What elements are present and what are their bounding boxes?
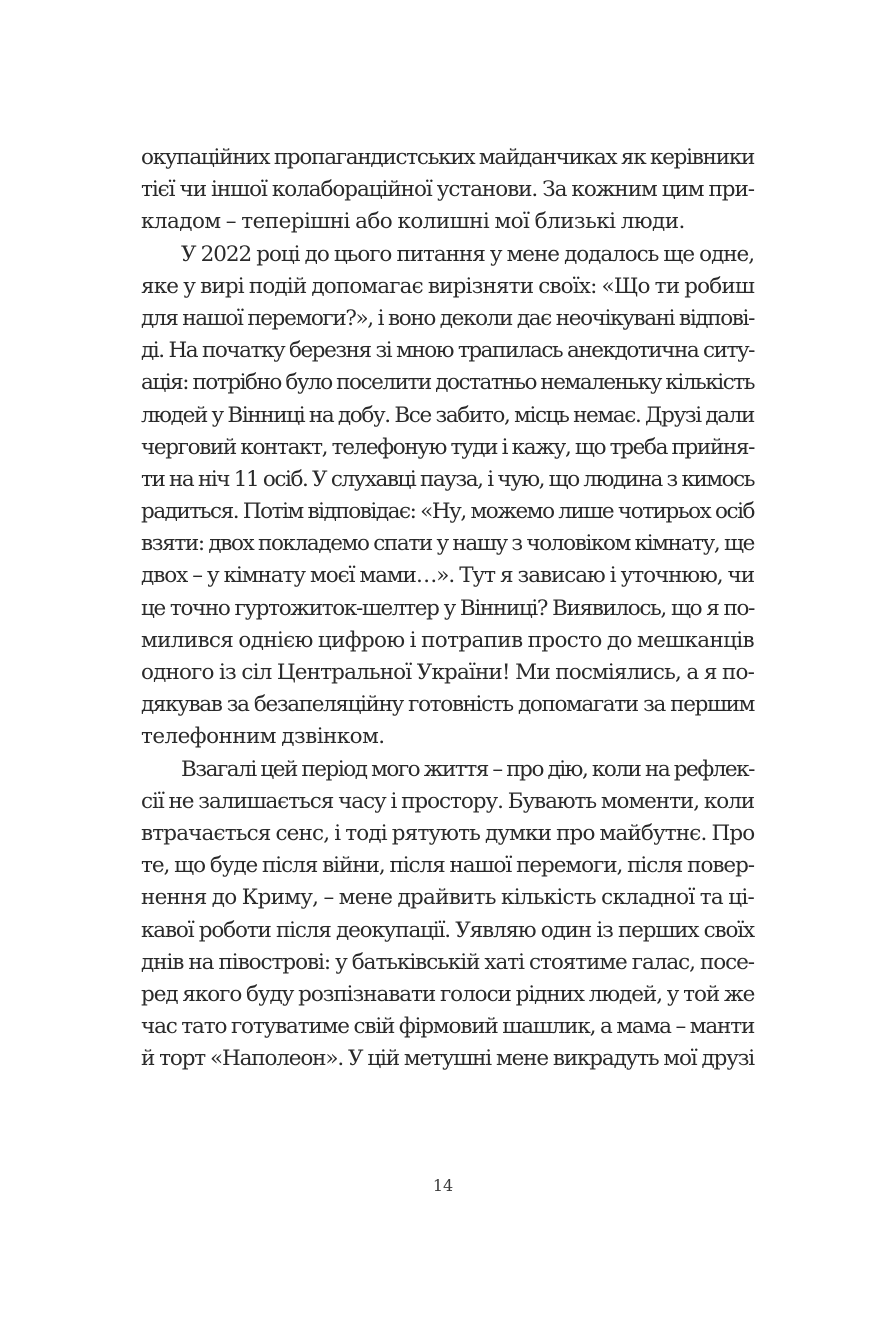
text-line: взяти: двох покладемо спати у нашу з чоловіком кімнату, ще bbox=[141, 531, 754, 557]
text-line: дякував за безапеляційну готовність допомагати за першим bbox=[141, 692, 754, 718]
text-line: милився однією цифрою і потрапив просто до мешканців bbox=[141, 627, 754, 653]
text-line: днів на півострові: у батьківській хаті стоятиме галас, посе- bbox=[141, 949, 754, 975]
text-line: кладом – теперішні або колишні мої близькі люди. bbox=[141, 209, 685, 235]
text-line: черговий контакт, телефоную туди і кажу, що треба прийня- bbox=[141, 434, 754, 460]
text-line: радиться. Потім відповідає: «Ну, можемо лише чотирьох осіб bbox=[141, 499, 754, 525]
body-text bbox=[141, 142, 754, 1075]
text-line: Взагалі цей період мого життя – про дію, коли на рефлек- bbox=[181, 756, 754, 782]
page-number: 14 bbox=[432, 1176, 454, 1195]
text-line: це точно гуртожиток-шелтер у Вінниці? Виявилось, що я по- bbox=[141, 595, 754, 621]
text-line: час тато готуватиме свій фірмовий шашлик, а мама – манти bbox=[141, 1014, 755, 1040]
text-line: ді. На початку березня зі мною трапилась анекдотична ситу- bbox=[141, 338, 754, 364]
text-line: втрачається сенс, і тоді рятують думки про майбутнє. Про bbox=[141, 820, 755, 846]
text-line: людей у Вінниці на добу. Все забито, місць немає. Друзі дали bbox=[141, 402, 754, 428]
text-line: двох – у кімнату моєї мами…». Тут я зависаю і уточнюю, чи bbox=[141, 563, 754, 589]
text-line: телефонним дзвінком. bbox=[141, 724, 385, 750]
text-line: ація: потрібно було поселити достатньо немаленьку кількість bbox=[141, 370, 754, 396]
text-line: У 2022 році до цього питання у мене додалось ще одне, bbox=[181, 241, 754, 267]
text-line: те, що буде після війни, після нашої перемоги, після повер- bbox=[141, 853, 754, 879]
text-line: й торт «Наполеон». У цій метушні мене викрадуть мої друзі bbox=[141, 1046, 754, 1072]
text-line: сії не залишається часу і простору. Бувають моменти, коли bbox=[141, 788, 754, 814]
text-line: окупаційних пропагандистських майданчиках як керівники bbox=[141, 145, 755, 170]
text-line: нення до Криму, – мене драйвить кількість складної та ці- bbox=[141, 885, 754, 911]
text-line: ти на ніч 11 осіб. У слухавці пауза, і чую, що людина з кимось bbox=[141, 466, 754, 492]
text-line: ред якого буду розпізнавати голоси рідних людей, у той же bbox=[141, 981, 755, 1007]
text-line: одного із сіл Центральної України! Ми посміялись, а я по- bbox=[141, 660, 754, 685]
text-line: яке у вирі подій допомагає вирізняти своїх: «Що ти робиш bbox=[141, 273, 754, 299]
text-line: кавої роботи після деокупації. Уявляю один із перших своїх bbox=[141, 917, 754, 943]
text-line: тієї чи іншої колабораційної установи. За кожним цим при- bbox=[141, 177, 754, 203]
text-line: для нашої перемоги?», і воно деколи дає неочікувані відпові- bbox=[141, 305, 754, 331]
